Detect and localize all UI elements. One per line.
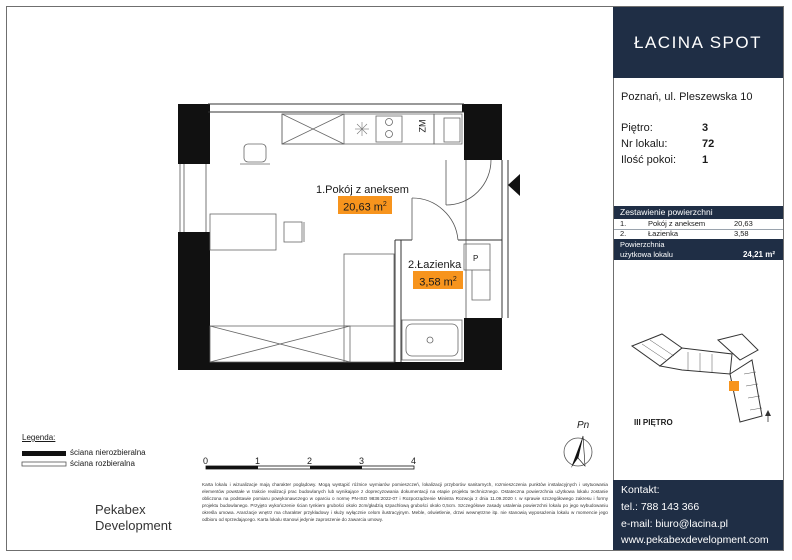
detail-value-unit: 72 — [702, 138, 715, 150]
summary-row-name: Pokój z aneksem — [648, 219, 706, 228]
summary-title: Zestawienie powierzchni — [614, 206, 783, 219]
scale-tick-3: 3 — [359, 456, 365, 466]
contact-phone[interactable]: tel.: 788 143 366 — [621, 501, 700, 513]
summary-row-area: 3,58 — [734, 229, 749, 238]
address: Poznań, ul. Pleszewska 10 — [621, 91, 753, 103]
keyplan-unit-highlight — [729, 381, 739, 391]
fridge-label: ZM — [417, 119, 428, 133]
entrance-door — [446, 160, 491, 205]
scale-bar — [206, 466, 414, 469]
chair-top — [240, 144, 270, 164]
bed — [210, 326, 350, 362]
partition-walls — [208, 104, 508, 362]
desk — [210, 214, 304, 250]
area-value-bathroom: 3,58 m — [419, 276, 453, 289]
wardrobe — [344, 254, 394, 362]
company-name-line2: Development — [95, 518, 172, 533]
legend-item-structural: ściana nierozbieralna — [70, 448, 146, 457]
bathroom-door — [412, 198, 458, 240]
detail-value-floor: 3 — [702, 122, 709, 134]
total-label-line2: użytkowa lokalu — [620, 250, 673, 259]
scale-tick-0: 0 — [203, 456, 209, 466]
washer-label: P — [473, 254, 479, 263]
detail-label-rooms: Ilość pokoi: — [621, 154, 677, 166]
legend-item-partition: ściana rozbieralna — [70, 459, 135, 468]
scale-tick-2: 2 — [307, 456, 313, 466]
legend-structural-line — [22, 451, 66, 456]
detail-label-floor: Piętro: — [621, 122, 653, 134]
keyplan-north-icon — [765, 410, 771, 422]
total-value: 24,21 m² — [742, 250, 775, 259]
summary-row-no: 2. — [620, 229, 627, 238]
info-sidebar — [613, 7, 784, 550]
summary-total — [614, 239, 783, 260]
entry-arrow — [508, 174, 520, 196]
summary-row-name: Łazienka — [648, 229, 679, 238]
legend-title: Legenda: — [22, 433, 56, 442]
summary-row-no: 1. — [620, 219, 627, 228]
room-label-bathroom: 2.Łazienka — [408, 259, 462, 271]
room-label-living: 1.Pokój z aneksem — [316, 184, 409, 196]
area-unit-living: 2 — [382, 201, 387, 208]
north-arrow-icon — [564, 436, 592, 468]
legend-partition-line — [22, 462, 66, 466]
area-badge-living — [338, 196, 392, 214]
hob-icon — [355, 122, 369, 136]
summary-row-area: 20,63 — [734, 219, 753, 228]
company-name-line1: Pekabex — [95, 502, 146, 517]
scale-tick-1: 1 — [255, 456, 261, 466]
kitchen-counter — [282, 114, 462, 144]
contact-box — [613, 480, 783, 550]
brand-logo: ŁACINA SPOT — [613, 7, 783, 78]
detail-label-unit: Nr lokalu: — [621, 138, 668, 150]
contact-email[interactable]: e-mail: biuro@lacina.pl — [621, 518, 728, 530]
detail-value-rooms: 1 — [702, 154, 709, 166]
disclaimer-text: Karta lokalu i wizualizacje mają charakter poglądowy. Mogą wystąpić różnice wymiarów pomieszczeń, lokalizacji przyborów sanitarnych, rozmieszczenia punktów instalacyjnych i usytuowania elementów powstałe w trakcie realizacji prac budowlanych lub wynikające z doprecyzowania dokumentacji na etapie projektu technicznego. Ostateczna powierzchnia użytkowa lokalu zostanie obliczona na podstawie pomiaru powykonawczego w oparciu o normę PN-ISO 9836:2022-07 i Rozporządzenie Ministra Rozwoju z dnia 11.09.2020 r. w sprawie szczegółowego zakresu i formy projektu budowlanego. Przyjęto wykończenie ścian tynkiem grubości około 2cm/gładzią szpachlową grubości około 0,5cm. Szczegółowe zasady ustalenia powierzchni lokalu po jego wybudowaniu określa umowa. Aranżacje wnętrz ma charakter przykładowy i służy wyłącznie celom ilustracyjnym. Meble, oświetlenie, drzwi wewnętrzne itp. nie stanowią wyposażenia lokalu w momencie jego odbioru od sprzedającego. Karta lokalu stanowi jedynie zaproszenie do zawarcia umowy. — [202, 482, 608, 522]
scale-tick-4: 4 — [411, 456, 417, 466]
area-value-living: 20,63 m — [343, 201, 383, 214]
keyplan-floor-label: III PIĘTRO — [634, 418, 673, 427]
area-badge-bathroom — [413, 271, 463, 289]
company-name — [95, 502, 172, 534]
contact-website[interactable]: www.pekabexdevelopment.com — [621, 534, 769, 546]
building-keyplan — [622, 326, 782, 426]
area-unit-bathroom: 2 — [452, 276, 457, 283]
north-label: Pn — [577, 420, 590, 431]
contact-title: Kontakt: — [621, 484, 660, 496]
total-label-line1: Powierzchnia — [620, 240, 665, 249]
